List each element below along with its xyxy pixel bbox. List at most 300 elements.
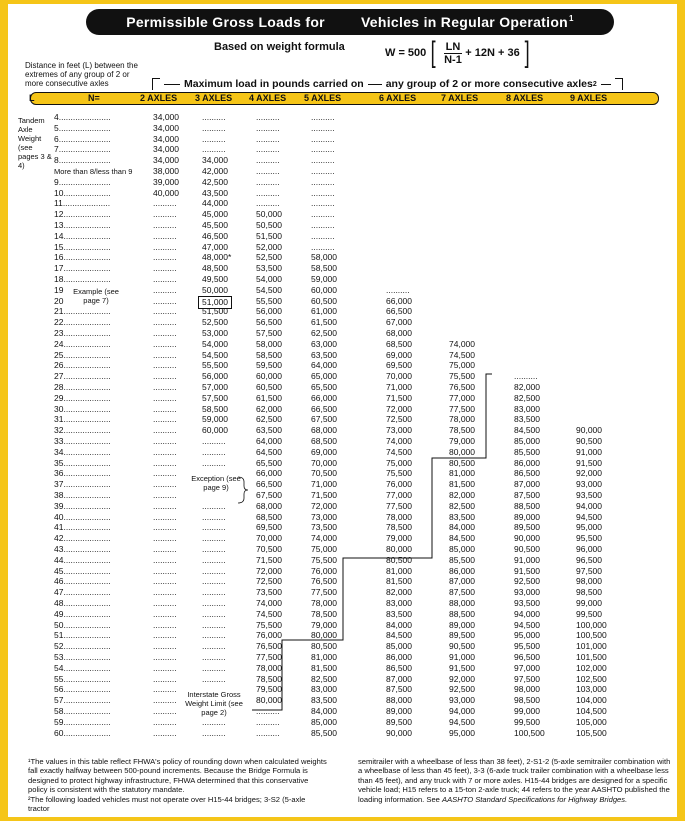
table-cell: 95,000	[514, 630, 540, 641]
table-cell: 68,500	[311, 436, 337, 446]
table-cell: 93,000	[514, 587, 540, 598]
row-length-label: 22....................	[54, 317, 111, 328]
table-cell: 81,500	[311, 662, 337, 673]
table-cell: 78,500	[311, 608, 337, 619]
table-cell: ..........	[153, 565, 177, 576]
table-cell: 40,000	[153, 187, 179, 198]
table-cell: 81,000	[449, 468, 475, 479]
table-cell: 91,500	[514, 565, 540, 576]
caption-footnote-mark: 2	[592, 80, 597, 88]
table-cell: 87,000	[386, 673, 412, 684]
row-length-label: 16....................	[54, 252, 111, 263]
row-length-label: 41....................	[54, 522, 111, 533]
row-length-label: 52....................	[54, 641, 111, 652]
table-cell: 51,000	[198, 296, 232, 309]
table-cell: 98,500	[514, 695, 540, 706]
table-cell: 52,500	[256, 252, 282, 263]
table-cell: 63,000	[311, 338, 337, 349]
header-5-axles: 5 AXLES	[304, 93, 342, 103]
row-length-label: 49....................	[54, 608, 111, 619]
table-cell: ..........	[311, 220, 335, 230]
table-cell: ..........	[311, 198, 335, 209]
table-cell: 43,500	[202, 187, 228, 198]
table-cell: 84,500	[386, 630, 412, 641]
table-cell: 85,500	[311, 727, 337, 738]
row-length-label: 38....................	[54, 490, 111, 500]
table-cell: 51,500	[256, 230, 282, 241]
table-cell: ..........	[153, 317, 177, 328]
title-part1: Permissible Gross Loads for	[126, 14, 325, 30]
table-cell: 94,000	[514, 608, 540, 619]
table-cell: 80,500	[449, 457, 475, 468]
table-cell: ..........	[202, 608, 226, 619]
table-cell: 84,500	[449, 533, 475, 544]
table-cell: 105,500	[576, 727, 607, 738]
table-cell: 100,000	[576, 619, 607, 630]
table-cell: 50,500	[256, 220, 282, 230]
table-cell: 56,000	[256, 306, 282, 317]
table-cell: ..........	[202, 144, 226, 155]
table-cell: ..........	[153, 328, 177, 338]
table-cell: 88,500	[449, 608, 475, 619]
table-cell: 92,500	[449, 684, 475, 695]
table-cell: ..........	[202, 641, 226, 652]
table-cell: 58,500	[256, 349, 282, 360]
table-cell: 38,000	[153, 166, 179, 176]
exception-brace	[238, 477, 248, 503]
table-cell: ..........	[153, 446, 177, 457]
table-cell: ..........	[256, 716, 280, 727]
table-cell: 105,000	[576, 716, 607, 727]
table-cell: 44,000	[202, 198, 228, 209]
table-cell: 58,000	[256, 338, 282, 349]
bracket-left: [	[430, 36, 436, 69]
table-cell: 96,500	[514, 652, 540, 662]
table-cell: 60,000	[311, 284, 337, 295]
row-length-label: 7......................	[54, 144, 111, 155]
table-cell: 74,000	[311, 533, 337, 544]
table-cell: 98,500	[576, 587, 602, 598]
table-cell: 79,000	[449, 436, 475, 446]
table-cell: 65,500	[311, 382, 337, 392]
row-length-label: 15....................	[54, 241, 111, 252]
row-length-label: 43....................	[54, 544, 111, 554]
table-cell: 91,000	[449, 652, 475, 662]
table-cell: 57,500	[256, 328, 282, 338]
row-length-label: 27....................	[54, 371, 111, 382]
table-cell: 63,500	[256, 425, 282, 436]
table-cell: 94,500	[514, 619, 540, 630]
table-cell: 78,000	[311, 598, 337, 608]
table-cell: ..........	[153, 587, 177, 598]
table-cell: 87,500	[514, 490, 540, 500]
table-cell: 92,000	[449, 673, 475, 684]
table-cell: ..........	[256, 133, 280, 144]
table-cell: 93,500	[576, 490, 602, 500]
row-length-label: 17....................	[54, 263, 111, 274]
table-cell: ..........	[202, 716, 226, 727]
table-cell: 101,000	[576, 641, 607, 652]
table-cell: 85,000	[514, 436, 540, 446]
table-cell: 94,000	[576, 500, 602, 511]
table-cell: 52,000	[256, 241, 282, 252]
table-cell: 68,500	[256, 511, 282, 522]
table-cell: ..........	[153, 457, 177, 468]
table-cell: 66,500	[311, 403, 337, 414]
formula-rest: + 12N + 36	[465, 47, 520, 59]
table-cell: 42,000	[202, 166, 228, 176]
table-cell: 85,500	[449, 554, 475, 565]
row-length-label: 56....................	[54, 684, 111, 695]
table-cell: 34,000	[153, 112, 179, 122]
table-cell: 64,000	[311, 360, 337, 371]
table-cell: 66,000	[256, 468, 282, 479]
table-cell: 66,500	[256, 479, 282, 490]
table-cell: ..........	[256, 727, 280, 738]
table-cell: 77,000	[386, 490, 412, 500]
row-length-label: 33....................	[54, 436, 111, 446]
table-cell: 68,000	[256, 500, 282, 511]
table-cell: ..........	[202, 133, 226, 144]
table-cell: 92,000	[576, 468, 602, 479]
title-part2: Vehicles in Regular Operation$^1$	[360, 14, 574, 30]
table-cell: 71,500	[256, 554, 282, 565]
row-length-label: 5......................	[54, 122, 111, 133]
table-cell: 57,000	[202, 382, 228, 392]
bracket-right: ]	[524, 36, 530, 69]
row-length-label: 39....................	[54, 500, 111, 511]
table-cell: 77,500	[311, 587, 337, 598]
table-cell: 87,000	[514, 479, 540, 490]
table-cell: 79,000	[311, 619, 337, 630]
table-cell: 51,500	[202, 306, 228, 317]
table-cell: 61,500	[311, 317, 337, 328]
table-cell: ..........	[153, 695, 177, 706]
table-cell: 98,000	[514, 684, 540, 695]
table-cell: 72,000	[311, 500, 337, 511]
table-cell: 66,000	[311, 392, 337, 403]
row-length-label: 54....................	[54, 662, 111, 673]
table-cell: ..........	[256, 166, 280, 176]
table-cell: 76,500	[311, 576, 337, 587]
table-cell: 78,500	[386, 522, 412, 533]
table-cell: 79,500	[256, 684, 282, 695]
table-cell: 80,000	[449, 446, 475, 457]
table-cell: 73,500	[256, 587, 282, 598]
footnotes-left-column	[28, 757, 328, 813]
table-cell: ..........	[153, 263, 177, 274]
table-cell: 90,000	[576, 425, 602, 436]
table-cell: 76,000	[386, 479, 412, 490]
table-cell: 74,000	[449, 338, 475, 349]
row-length-label: 53....................	[54, 652, 111, 662]
header-6-axles: 6 AXLES	[379, 93, 417, 103]
row-length-label: 13....................	[54, 220, 111, 230]
table-cell: 88,500	[514, 500, 540, 511]
table-cell: 59,000	[311, 274, 337, 284]
table-cell: 77,500	[256, 652, 282, 662]
table-cell: ..........	[153, 544, 177, 554]
table-cell: 83,500	[386, 608, 412, 619]
table-cell: ..........	[311, 122, 335, 133]
table-cell: 62,500	[311, 328, 337, 338]
table-cell: 74,500	[449, 349, 475, 360]
table-cell: ..........	[202, 500, 226, 511]
table-cell: 77,000	[449, 392, 475, 403]
table-cell: 87,500	[449, 587, 475, 598]
table-cell: 64,000	[256, 436, 282, 446]
table-cell: 85,500	[514, 446, 540, 457]
table-cell: 89,000	[449, 619, 475, 630]
table-cell: 81,000	[386, 565, 412, 576]
table-cell: ..........	[311, 187, 335, 198]
row-length-label: 24....................	[54, 338, 111, 349]
table-cell: ..........	[256, 112, 280, 122]
header-3-axles: 3 AXLES	[195, 93, 233, 103]
formula-lhs: W = 500	[385, 47, 427, 59]
table-cell: ..........	[202, 457, 226, 468]
footnote-2-continued: semitrailer with a wheelbase of less than 38 feet), 2-S1-2 (5-axle semitrailer combination with a wheelbase of less than 45 feet), 3-3 (6-axle truck trailer combination with a wheelbase less than 45 feet), and any truck with 7 or more axles. H15-44 bridges are designed for a specific vehicle load; H15 refers to a 15-ton 2-axle truck; 44 refers to the year AASHTO published the loading information. See AASHTO Standard Specifications for Highway Bridges.	[358, 757, 671, 804]
table-cell: 78,500	[256, 673, 282, 684]
table-cell: 86,500	[514, 468, 540, 479]
table-cell: 97,000	[514, 662, 540, 673]
table-cell: 100,500	[514, 727, 545, 738]
table-cell: ..........	[202, 727, 226, 738]
table-cell: ..........	[153, 468, 177, 479]
table-cell: 69,000	[311, 446, 337, 457]
table-cell: ..........	[202, 446, 226, 457]
table-cell: 82,500	[449, 500, 475, 511]
table-cell: 47,000	[202, 241, 228, 252]
table-cell: 61,000	[311, 306, 337, 317]
table-cell: 42,500	[202, 176, 228, 187]
table-cell: 54,500	[256, 284, 282, 295]
table-cell: 83,500	[449, 511, 475, 522]
table-cell: 59,000	[202, 414, 228, 425]
row-length-label: 57....................	[54, 695, 111, 706]
table-cell: 87,500	[386, 684, 412, 695]
table-cell: ..........	[153, 425, 177, 436]
table-cell: 67,500	[311, 414, 337, 425]
table-cell: ..........	[153, 479, 177, 490]
row-length-label: More than 8/less than 9	[54, 167, 133, 176]
table-cell: 93,000	[449, 695, 475, 706]
table-cell: ..........	[153, 392, 177, 403]
table-cell: ..........	[202, 112, 226, 122]
table-cell: ..........	[311, 230, 335, 241]
table-cell: ..........	[256, 122, 280, 133]
table-cell: 76,000	[256, 630, 282, 641]
table-cell: 75,500	[386, 468, 412, 479]
table-cell: ..........	[153, 652, 177, 662]
table-cell: 52,500	[202, 317, 228, 328]
table-cell: ..........	[153, 673, 177, 684]
table-cell: 90,500	[449, 641, 475, 652]
max-load-right: any group of 2 or more consecutive axles	[385, 78, 593, 90]
table-cell: 91,500	[576, 457, 602, 468]
table-cell: 93,500	[514, 598, 540, 608]
table-cell: 82,000	[386, 587, 412, 598]
table-cell: 70,500	[256, 544, 282, 554]
table-cell: 98,000	[576, 576, 602, 587]
table-cell: 72,500	[256, 576, 282, 587]
table-cell: 96,000	[576, 544, 602, 554]
table-cell: 91,000	[576, 446, 602, 457]
table-cell: ..........	[256, 176, 280, 187]
row-length-label: 40....................	[54, 511, 111, 522]
annotation-exception: Exception (see page 9)	[191, 474, 241, 492]
table-cell: 99,000	[514, 706, 540, 716]
table-cell: 88,000	[386, 695, 412, 706]
header-l: L	[29, 93, 35, 103]
table-cell: ..........	[311, 112, 335, 122]
table-cell: 68,000	[386, 328, 412, 338]
table-cell: 50,000	[202, 284, 228, 295]
table-cell: 76,000	[311, 565, 337, 576]
table-cell: 78,000	[256, 662, 282, 673]
annotation-interstate: Interstate Gross Weight Limit (see page 2)	[185, 690, 243, 717]
table-cell: ..........	[311, 166, 335, 176]
table-cell: 59,500	[256, 360, 282, 371]
table-cell: ..........	[153, 533, 177, 544]
table-cell: 71,500	[311, 490, 337, 500]
row-length-label: 45....................	[54, 565, 111, 576]
row-length-label: 60....................	[54, 727, 111, 738]
table-cell: 99,500	[576, 608, 602, 619]
table-cell: 58,000	[311, 252, 337, 263]
table-cell: 77,500	[449, 403, 475, 414]
row-length-label: 11....................	[54, 198, 111, 209]
table-cell: ..........	[256, 706, 280, 716]
table-cell: 46,500	[202, 230, 228, 241]
table-cell: 80,000	[256, 695, 282, 706]
table-cell: 66,500	[386, 306, 412, 317]
table-cell: 83,000	[311, 684, 337, 695]
table-cell: 68,500	[386, 338, 412, 349]
table-cell: 76,500	[449, 382, 475, 392]
table-cell: 48,500	[202, 263, 228, 274]
row-length-label: 51....................	[54, 630, 111, 641]
table-cell: 102,000	[576, 662, 607, 673]
table-cell: 86,000	[386, 652, 412, 662]
table-cell: 34,000	[153, 144, 179, 155]
table-cell: 39,000	[153, 176, 179, 187]
table-cell: 72,000	[386, 403, 412, 414]
table-cell: 95,500	[576, 533, 602, 544]
table-cell: ..........	[153, 349, 177, 360]
limit-step-lines	[8, 4, 677, 817]
table-cell: 81,500	[386, 576, 412, 587]
table-cell: ..........	[153, 641, 177, 652]
table-cell: 53,500	[256, 263, 282, 274]
table-cell: 83,000	[386, 598, 412, 608]
table-cell: 55,500	[202, 360, 228, 371]
table-cell: 104,000	[576, 695, 607, 706]
table-cell: ..........	[202, 587, 226, 598]
table-cell: 70,000	[311, 457, 337, 468]
row-length-label: 35....................	[54, 457, 111, 468]
table-cell: ..........	[153, 716, 177, 727]
table-cell: 89,500	[386, 716, 412, 727]
table-cell: 84,000	[311, 706, 337, 716]
table-cell: 49,500	[202, 274, 228, 284]
table-cell: 77,500	[386, 500, 412, 511]
table-cell: 53,000	[202, 328, 228, 338]
formula-numerator: LN	[445, 40, 461, 53]
table-cell: 55,500	[256, 295, 282, 306]
table-cell: 78,500	[449, 425, 475, 436]
table-cell: 72,000	[256, 565, 282, 576]
interstate-limit-step-line	[252, 374, 492, 710]
table-cell: 102,500	[576, 673, 607, 684]
row-length-label: 36....................	[54, 468, 111, 479]
table-cell: 97,500	[514, 673, 540, 684]
table-cell: 50,000	[256, 209, 282, 220]
row-length-label: 10....................	[54, 187, 111, 198]
table-cell: 65,000	[311, 371, 337, 382]
table-cell: ..........	[153, 522, 177, 533]
table-cell: 86,500	[386, 662, 412, 673]
table-cell: ..........	[153, 230, 177, 241]
table-cell: ..........	[256, 187, 280, 198]
table-cell: ..........	[153, 360, 177, 371]
table-cell: ..........	[202, 511, 226, 522]
table-cell: ..........	[153, 241, 177, 252]
row-length-label: 58....................	[54, 706, 111, 716]
header-8-axles: 8 AXLES	[506, 93, 544, 103]
table-cell: 69,000	[386, 349, 412, 360]
table-cell: 76,500	[256, 641, 282, 652]
row-length-label: 47....................	[54, 587, 111, 598]
table-cell: ..........	[256, 155, 280, 166]
row-length-label: 28....................	[54, 382, 111, 392]
table-cell: 74,000	[386, 436, 412, 446]
table-cell: 80,500	[311, 641, 337, 652]
table-cell: ..........	[311, 176, 335, 187]
table-cell: 96,500	[576, 554, 602, 565]
table-cell: 80,500	[386, 554, 412, 565]
annotation-example: Example (see page 7)	[73, 287, 119, 305]
table-cell: 74,500	[386, 446, 412, 457]
table-cell: ..........	[153, 371, 177, 382]
table-cell: 72,500	[386, 414, 412, 425]
header-7-axles: 7 AXLES	[441, 93, 479, 103]
table-cell: 94,000	[449, 706, 475, 716]
table-cell: 87,000	[449, 576, 475, 587]
row-length-label: 14....................	[54, 230, 111, 241]
table-cell: 104,500	[576, 706, 607, 716]
table-cell: 62,500	[256, 414, 282, 425]
table-cell: ..........	[153, 511, 177, 522]
row-length-label: 29....................	[54, 392, 111, 403]
table-cell: ..........	[202, 522, 226, 533]
table-cell: 100,500	[576, 630, 607, 641]
row-length-label: 31....................	[54, 414, 111, 425]
table-cell: 54,000	[256, 274, 282, 284]
table-cell: 71,000	[311, 479, 337, 490]
table-cell: 73,000	[311, 511, 337, 522]
row-length-label: 8......................	[54, 155, 111, 166]
table-cell: 82,000	[449, 490, 475, 500]
table-cell: 48,000*	[202, 252, 232, 263]
row-length-label: 4......................	[54, 112, 111, 122]
table-cell: 90,500	[514, 544, 540, 554]
table-cell: 54,000	[202, 338, 228, 349]
table-cell: 85,000	[311, 716, 337, 727]
table-cell: 69,500	[386, 360, 412, 371]
table-cell: ..........	[153, 630, 177, 641]
table-cell: 91,000	[514, 554, 540, 565]
